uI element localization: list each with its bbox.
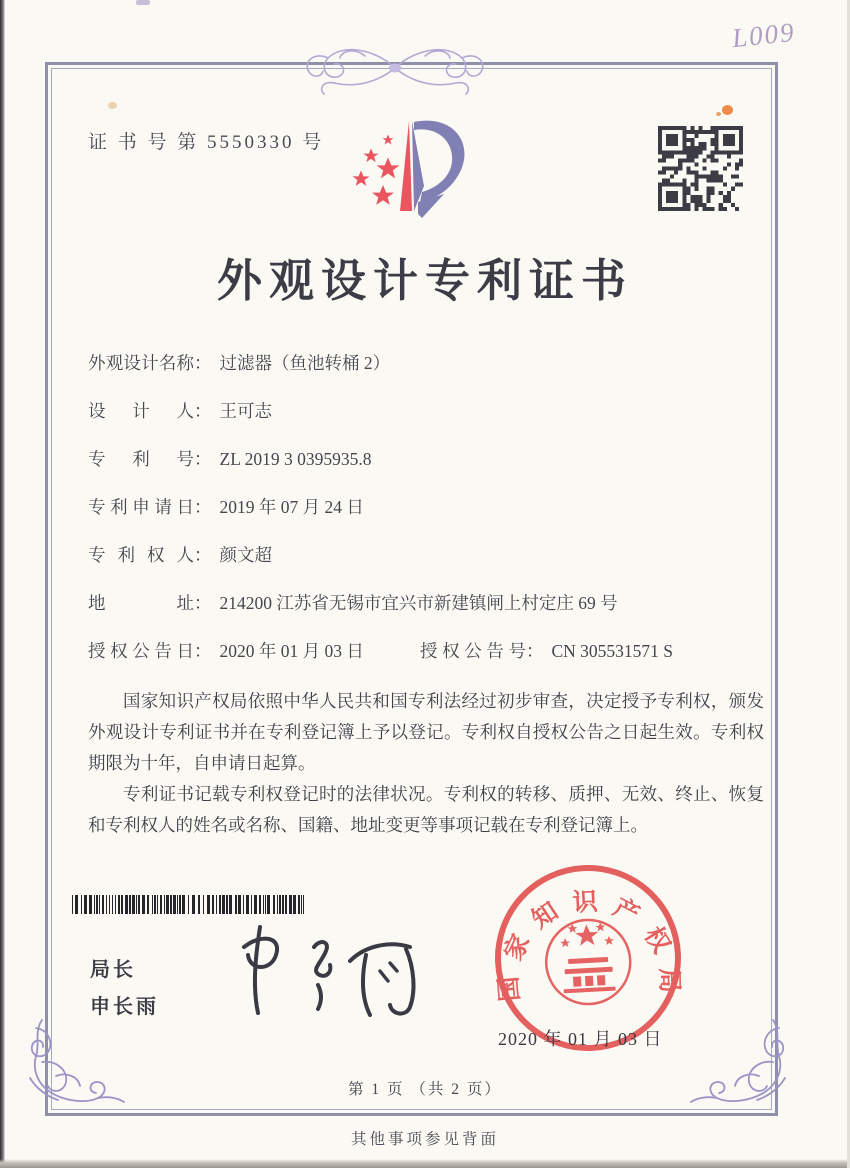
paper-speck xyxy=(136,0,150,5)
field-list xyxy=(88,350,764,686)
certificate-number: 证 书 号 第 5550330 号 xyxy=(88,132,325,153)
field-designer xyxy=(88,398,764,446)
field-label: 专利申请日 xyxy=(88,497,194,517)
field-value: 王可志 xyxy=(219,401,272,421)
field-label: 外观设计名称 xyxy=(88,353,194,373)
field-value: CN 305531571 S xyxy=(551,641,674,661)
scan-edge-bottom xyxy=(0,1159,850,1168)
director-name: 申长雨 xyxy=(90,996,159,1018)
page-number: 第 1 页 （共 2 页） xyxy=(348,1081,502,1098)
field-grant-date xyxy=(88,638,764,686)
field-label: 授权公告日 xyxy=(88,641,194,661)
colon: ： xyxy=(194,641,212,661)
field-value: ZL 2019 3 0395935.8 xyxy=(219,449,372,469)
field-label: 设计人 xyxy=(88,401,194,421)
field-value: 2020 年 01 月 03 日 xyxy=(219,641,364,661)
field-filing-date xyxy=(88,494,764,542)
field-patentee xyxy=(88,542,764,590)
director-signature xyxy=(218,905,433,1035)
field-label: 地址 xyxy=(88,593,194,613)
back-note: 其他事项参见背面 xyxy=(350,1131,499,1148)
field-label: 专利号 xyxy=(88,449,194,469)
colon: ： xyxy=(194,401,212,421)
field-address xyxy=(88,590,764,638)
field-design-name xyxy=(88,350,764,398)
legal-text xyxy=(88,686,764,841)
field-patent-number xyxy=(88,446,764,494)
legal-paragraph-1: 国家知识产权局依照中华人民共和国专利法经过初步审查，决定授予专利权，颁发外观设计专利证书并在专利登记簿上予以登记。专利权自授权公告之日起生效。专利权期限为十年，自申请日起算。 xyxy=(88,691,764,773)
field-value: 2019 年 07 月 24 日 xyxy=(219,497,364,517)
field-label: 专利权人 xyxy=(88,545,194,565)
field-value: 颜文超 xyxy=(219,545,272,565)
field-label: 授权公告号 xyxy=(420,641,526,661)
scan-edge-left xyxy=(0,0,5,1168)
seal-agency-text: 国家知识产权局 xyxy=(495,888,683,1003)
handwritten-note: L009 xyxy=(730,16,797,54)
seal-national-emblem xyxy=(544,918,632,1006)
field-value: 过滤器（鱼池转桶 2） xyxy=(219,353,391,373)
seal-date: 2020 年 01 月 03 日 xyxy=(498,1029,663,1049)
colon: ： xyxy=(194,545,212,565)
colon: ： xyxy=(194,449,212,469)
legal-paragraph-2: 专利证书记载专利权登记时的法律状况。专利权的转移、质押、无效、终止、恢复和专利权人的姓名或名称、国籍、地址变更等事项记载在专利登记簿上。 xyxy=(88,784,764,835)
director-block xyxy=(90,952,159,1026)
colon: ： xyxy=(194,497,212,517)
colon: ： xyxy=(526,641,544,661)
field-grant-number xyxy=(420,638,673,663)
qr-code xyxy=(657,126,744,211)
field-value: 214200 江苏省无锡市宜兴市新建镇闸上村定庄 69 号 xyxy=(219,593,618,613)
colon: ： xyxy=(194,593,212,613)
director-title: 局长 xyxy=(90,959,136,981)
colon: ： xyxy=(194,353,212,373)
certificate-title: 外观设计专利证书 xyxy=(216,256,633,306)
